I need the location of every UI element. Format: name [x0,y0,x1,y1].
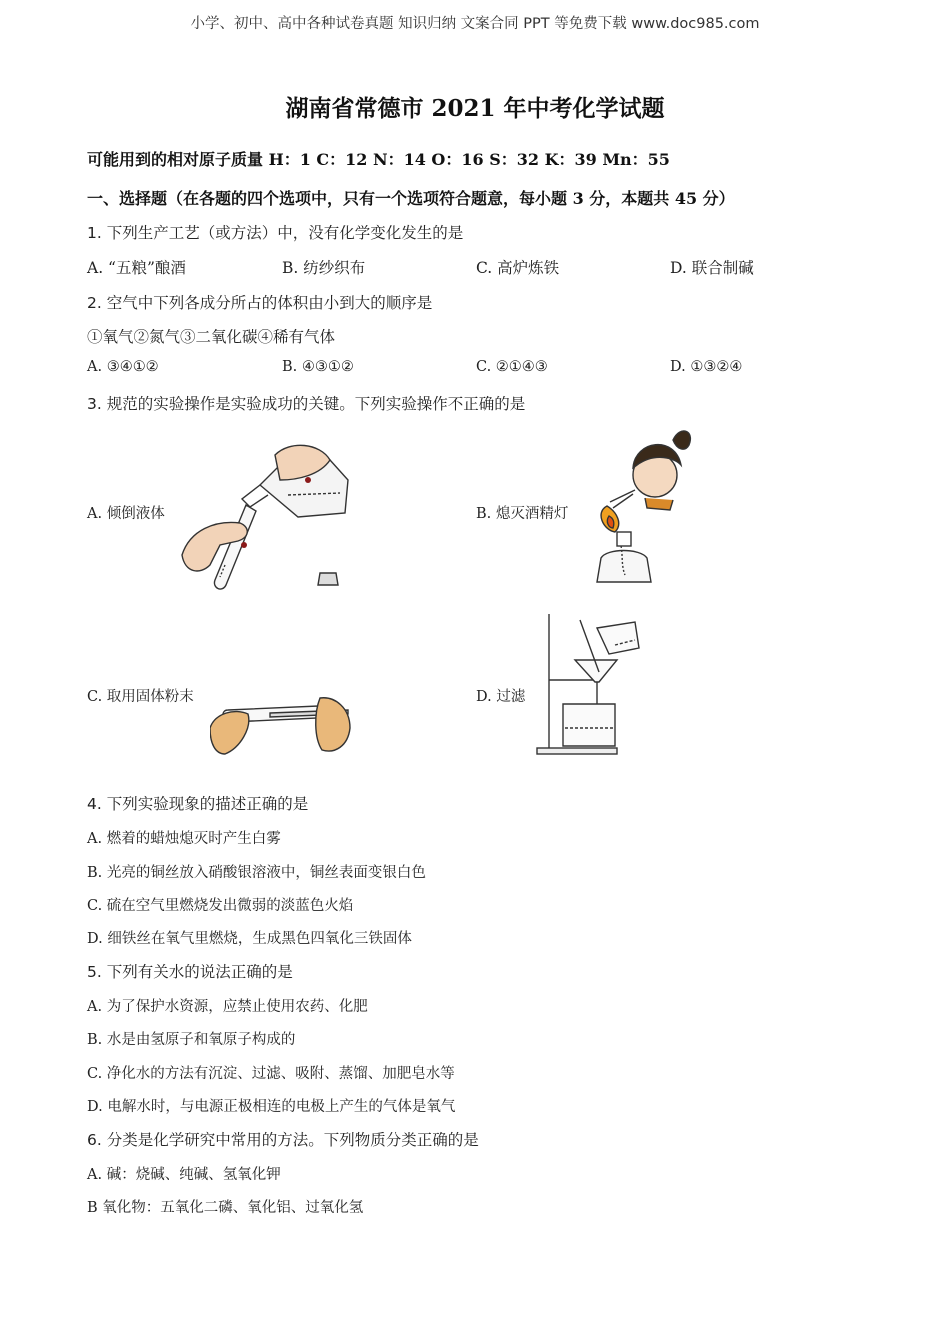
question-3-number: 3. [87,395,102,413]
q5-option-a: A. 为了保护水资源，应禁止使用农药、化肥 [87,999,368,1015]
q4-option-a: A. 燃着的蜡烛熄灭时产生白雾 [87,831,281,847]
question-2-line2: ①氧气②氮气③二氧化碳④稀有气体 [87,328,336,346]
question-3-stem: 规范的实验操作是实验成功的关键。下列实验操作不正确的是 [106,395,526,413]
question-2 [87,291,432,313]
q4-option-c: C. 硫在空气里燃烧发出微弱的淡蓝色火焰 [87,898,354,914]
q2-option-a: A. ③④①② [87,359,159,375]
question-6 [87,1128,479,1150]
q6-option-a: A. 碱：烧碱、纯碱、氢氧化钾 [87,1167,281,1183]
filtration-illustration [535,610,645,760]
question-3 [87,392,525,414]
exam-title: 湖南省常德市 2021 年中考化学试题 [285,95,665,122]
q3-option-b: B. 熄灭酒精灯 [476,506,569,522]
q1-option-a: A. “五粮”酿酒 [87,259,186,277]
q3-option-c: C. 取用固体粉末 [87,689,194,705]
q4-option-b: B. 光亮的铜丝放入硝酸银溶液中，铜丝表面变银白色 [87,865,426,881]
q1-option-c: C. 高炉炼铁 [476,259,560,277]
question-4-number: 4. [87,795,102,813]
question-2-number: 2. [87,294,102,312]
atomic-mass-line: 可能用到的相对原子质量 H：1 C：12 N：14 O：16 S：32 K：39 Mn：55 [87,150,670,169]
section-heading-choice: 一、选择题（在各题的四个选项中，只有一个选项符合题意，每小题 3 分，本题共 45 分） [87,189,735,208]
q3-option-d: D. 过滤 [476,689,526,705]
solid-powder-illustration [210,688,355,758]
q2-option-c: C. ②①④③ [476,359,548,375]
alcohol-lamp-illustration [585,420,705,590]
question-6-number: 6. [87,1131,102,1149]
q5-option-b: B. 水是由氢原子和氧原子构成的 [87,1032,296,1048]
q4-option-d: D. 细铁丝在氧气里燃烧，生成黑色四氧化三铁固体 [87,931,412,947]
q2-option-b: B. ④③①② [282,359,354,375]
question-1-stem: 下列生产工艺（或方法）中，没有化学变化发生的是 [106,224,464,242]
question-5 [87,960,293,982]
question-1-number: 1. [87,224,102,242]
q2-option-d: D. ①③②④ [670,359,743,375]
question-4 [87,792,308,814]
q6-option-b: B 氧化物：五氧化二磷、氧化铝、过氧化氢 [87,1200,364,1216]
question-5-stem: 下列有关水的说法正确的是 [106,963,293,981]
pouring-liquid-illustration [180,435,360,595]
q1-option-b: B. 纺纱织布 [282,259,366,277]
question-4-stem: 下列实验现象的描述正确的是 [106,795,309,813]
q3-option-a: A. 倾倒液体 [87,506,165,522]
q5-option-c: C. 净化水的方法有沉淀、过滤、吸附、蒸馏、加肥皂水等 [87,1066,455,1082]
page-header: 小学、初中、高中各种试卷真题 知识归纳 文案合同 PPT 等免费下载 www.doc985.com [190,16,760,32]
q1-option-d: D. 联合制碱 [670,259,754,277]
question-6-stem: 分类是化学研究中常用的方法。下列物质分类正确的是 [106,1131,479,1149]
q5-option-d: D. 电解水时，与电源正极相连的电极上产生的气体是氧气 [87,1099,456,1115]
question-5-number: 5. [87,963,102,981]
question-1 [87,221,463,243]
question-2-stem: 空气中下列各成分所占的体积由小到大的顺序是 [106,294,433,312]
